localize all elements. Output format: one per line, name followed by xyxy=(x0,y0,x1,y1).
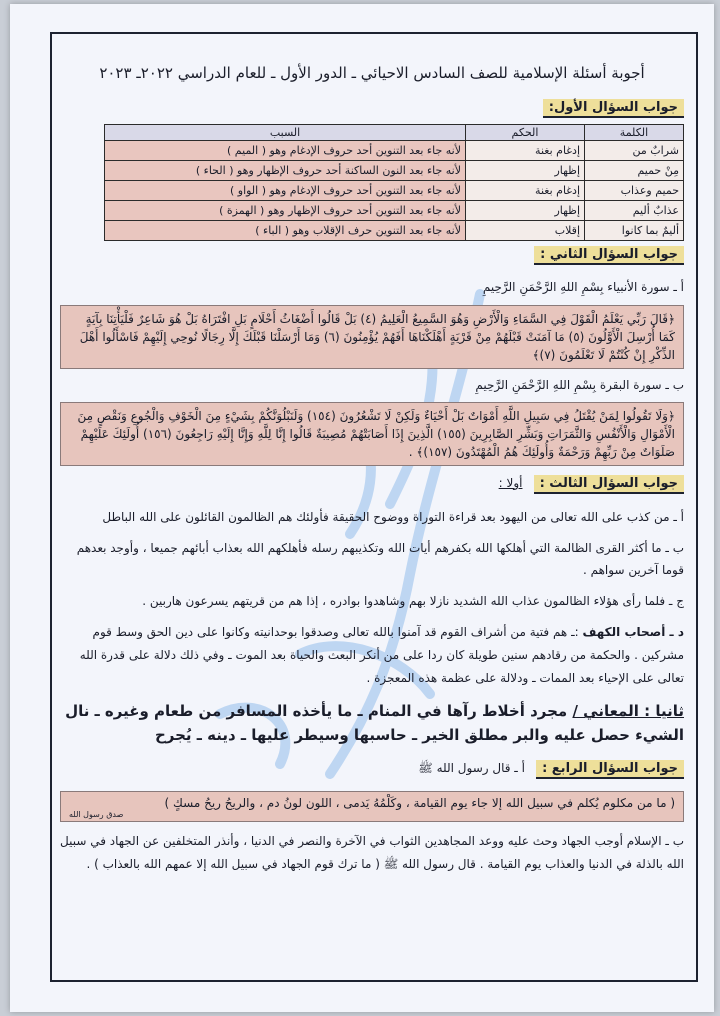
q3-second-text: مجرد أخلاط رآها في المنام ـ ما يأخذه المسافر من طعام وغيره ـ نال الشيء حصل عليه والبر مطلق الخير ـ حاسبها وسيطر عليها ـ دينه ـ يُجرح xyxy=(65,702,684,745)
cell-ruling: إظهار xyxy=(466,161,585,181)
col-ruling: الحكم xyxy=(466,125,585,141)
q1-heading: جواب السؤال الأول: xyxy=(543,99,684,118)
q4-a-label: أ ـ قال رسول الله ﷺ xyxy=(418,761,525,776)
table-row xyxy=(105,141,684,161)
q2-b-label: ب ـ سورة البقرة بِسْمِ اللهِ الرَّحْمَنِ الرَّحِيمِ xyxy=(475,378,684,393)
table-row xyxy=(105,201,684,221)
q3-answer-b: ب ـ ما أكثر القرى الظالمة التي أهلكها الله بكفرهم أيات الله وتكذيبهم رسله فأهلكهم الله بعذاب أبائهم جميعا ، وأوجد بعدهم قوما آخرين سواهم . xyxy=(76,540,684,578)
table-row xyxy=(105,221,684,241)
q3-answer-d xyxy=(60,621,684,689)
cell-reason: لأنه جاء بعد التنوين حرف الإقلاب وهو ( الباء ) xyxy=(105,221,466,241)
cell-reason: لأنه جاء بعد التنوين أحد حروف الإدغام وهو ( الميم ) xyxy=(105,141,466,161)
quran-passage-anbiya: ﴿قَالَ رَبِّي يَعْلَمُ الْقَوْلَ فِي السَّمَاءِ وَالْأَرْضِ وَهُوَ السَّمِيعُ الْعَلِيمُ (٤) بَلْ قَالُوا أَضْغَاثُ أَحْلَامٍ بَلِ افْتَرَاهُ بَلْ هُوَ شَاعِرٌ فَلْيَأْتِنَا بِآيَةٍ كَمَا أُرْسِلَ الْأَوَّلُونَ (٥) مَا آمَنَتْ قَبْلَهُمْ مِنْ قَرْيَةٍ أَهْلَكْنَاهَا أَفَهُمْ يُؤْمِنُونَ (٦) وَمَا أَرْسَلْنَا قَبْلَكَ إِلَّا رِجَالًا نُوحِي إِلَيْهِمْ فَاسْأَلُوا أَهْلَ الذِّكْرِ إِنْ كُنْتُمْ لَا تَعْلَمُونَ (٧)﴾ xyxy=(60,305,684,369)
q3-d-label: د ـ أصحاب الكهف xyxy=(582,624,684,639)
q2-a-label: أ ـ سورة الأنبياء بِسْمِ اللهِ الرَّحْمَنِ الرَّحِيمِ xyxy=(482,280,684,294)
cell-reason: لأنه جاء بعد التنوين أحد حروف الإظهار وهو ( الهمزة ) xyxy=(105,201,466,221)
q4-answer-b: ب ـ الإسلام أوجب الجهاد وحث عليه ووعد المجاهدين الثواب في الآخرة والنصر في الدنيا ، وأنذر المتخلفين عن الجهاد في سبيل الله بالذلة في الدنيا والعذاب يوم القيامة . قال رسول الله ﷺ ( ما ترك قوم الجهاد في سبيل الله إلا عمهم الله بالعذاب ) . xyxy=(60,834,684,872)
cell-reason: لأنه جاء بعد النون الساكنة أحد حروف الإظهار وهو ( الحاء ) xyxy=(105,161,466,181)
q3-second-label: ثانيا : المعاني / xyxy=(572,702,684,721)
hadith-quote xyxy=(60,791,684,822)
table-row xyxy=(105,161,684,181)
cell-ruling: إقلاب xyxy=(466,221,585,241)
quran-passage-baqara: ﴿وَلَا تَقُولُوا لِمَنْ يُقْتَلُ فِي سَبِيلِ اللَّهِ أَمْوَاتٌ بَلْ أَحْيَاءٌ وَلَكِنْ لَا تَشْعُرُونَ (١٥٤) وَلَنَبْلُوَنَّكُمْ بِشَيْءٍ مِنَ الْخَوْفِ وَالْجُوعِ وَنَقْصٍ مِنَ الْأَمْوَالِ وَالْأَنْفُسِ وَالثَّمَرَاتِ وَبَشِّرِ الصَّابِرِينَ (١٥٥) الَّذِينَ إِذَا أَصَابَتْهُمْ مُصِيبَةٌ قَالُوا إِنَّا لِلَّهِ وَإِنَّا إِلَيْهِ رَاجِعُونَ (١٥٦) أُولَئِكَ عَلَيْهِمْ صَلَوَاتٌ مِنْ رَبِّهِمْ وَرَحْمَةٌ وَأُولَئِكَ هُمُ الْمُهْتَدُونَ (١٥٧)﴾ . xyxy=(60,402,684,466)
cell-reason: لأنه جاء بعد التنوين أحد حروف الإدغام وهو ( الواو ) xyxy=(105,181,466,201)
q3-first-label: أولا : xyxy=(498,475,523,490)
page-title: أجوبة أسئلة الإسلامية للصف السادس الاحيائي ـ الدور الأول ـ للعام الدراسي ٢٠٢٢ـ ٢٠٢٣ xyxy=(99,64,645,82)
cell-word: عذابٌ أليم xyxy=(585,201,684,221)
table-header-row xyxy=(105,125,684,141)
cell-word: حميم وعذاب xyxy=(585,181,684,201)
col-word: الكلمة xyxy=(585,125,684,141)
q2-heading: جواب السؤال الثاني : xyxy=(534,246,684,265)
cell-word: شرابٌ من xyxy=(585,141,684,161)
q3-heading: جواب السؤال الثالث : xyxy=(534,475,684,494)
q4-heading: جواب السؤال الرابع : xyxy=(536,760,684,779)
q3-answer-c: ج ـ فلما رأى هؤلاء الظالمون عذاب الله الشديد نازلا بهم وشاهدوا بوادره ، إذا هم من قريتهم يسرعون هاربين . xyxy=(142,594,684,609)
table-row xyxy=(105,181,684,201)
hadith-note: صدق رسول الله xyxy=(69,810,124,820)
cell-word: أليمٌ بما كانوا xyxy=(585,221,684,241)
cell-word: مِنْ حميم xyxy=(585,161,684,181)
cell-ruling: إظهار xyxy=(466,201,585,221)
col-reason: السبب xyxy=(105,125,466,141)
hadith-text: ( ما من مكلوم يُكلم في سبيل الله إلا جاء يوم القيامة ، وكَلْمُهُ يَدمى ، اللون لونُ دم ، والريحُ ريحُ مسكٍ ) xyxy=(164,796,675,811)
q3-second xyxy=(60,699,684,747)
q3-d-text: :ـ هم فتية من أشراف القوم قد آمنوا بالله تعالى وصدقوا بوحدانيته وكانوا على دين الحق وسط قوم مشركين . والحكمة من رقادهم سنين طويلة كان ردا على من أنكر البعث والحياة بعد الموت ـ وفي ذلك دلالة على قدرة الله تعالى على الإحياء بعد الممات ـ ودلالة على عظمة هذه المعجزة . xyxy=(79,624,684,685)
tajweed-table xyxy=(104,124,684,241)
paper-sheet xyxy=(10,4,714,1012)
q3-answer-a: أ ـ من كذب على الله تعالى من اليهود بعد قراءة التوراة ووضوح الحقيقة فأولئك هم الظالمون القائلون على الله الباطل xyxy=(102,509,684,524)
cell-ruling: إدغام بغنة xyxy=(466,181,585,201)
cell-ruling: إدغام بغنة xyxy=(466,141,585,161)
answer-sheet-content xyxy=(60,64,684,884)
